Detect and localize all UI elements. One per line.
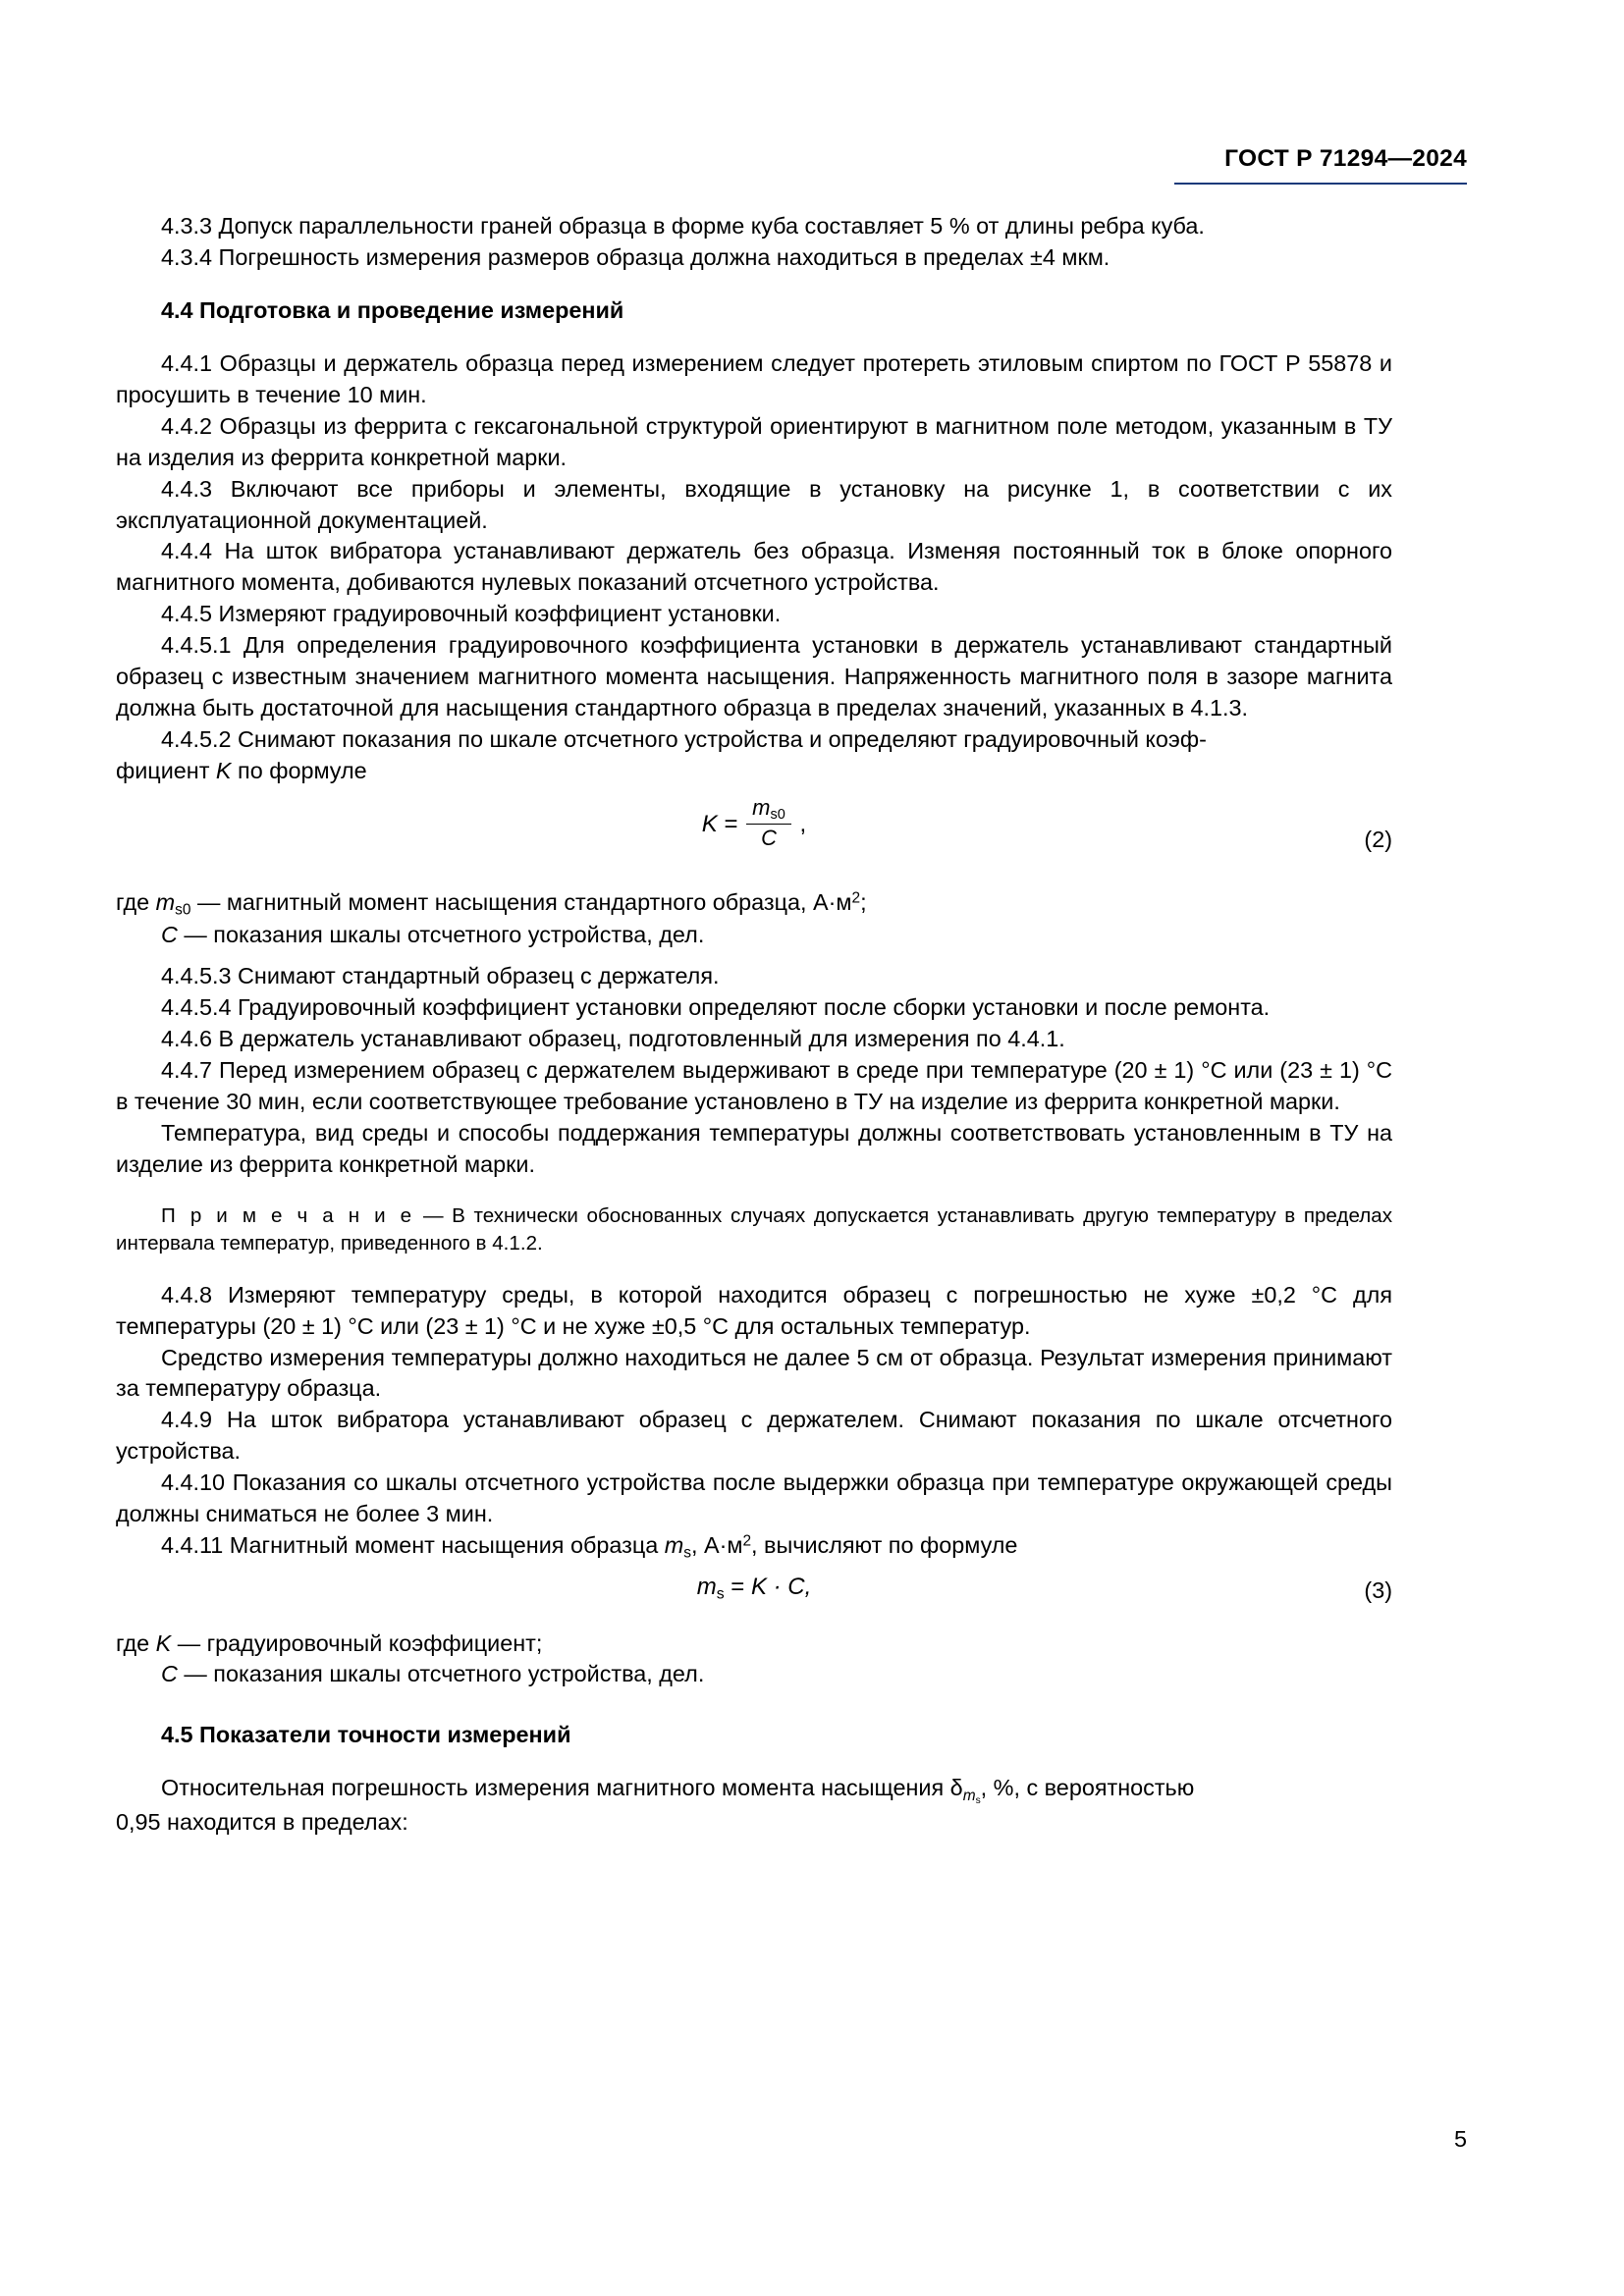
note-block — [116, 1202, 1392, 1258]
formula-2 — [116, 794, 1392, 853]
symbol-K: K — [215, 758, 232, 783]
formula-3-block — [116, 1574, 1392, 1629]
paragraph-4-4-5-1: 4.4.5.1 Для определения градуировочного коэффициента установки в держатель устанавливают стандартный образец с известным значением магнитного момента насыщения. Напряженность магнитного поля в зазоре магнита должна быть достаточной для насыщения стандартного образца в пределах значений, указанных в 4.1.3. — [116, 632, 1392, 721]
formula-3 — [116, 1574, 1392, 1603]
symbol-m: m — [664, 1532, 684, 1559]
spacer — [116, 1258, 1392, 1280]
symbol-m: m — [962, 1787, 976, 1804]
formula-2-block — [116, 794, 1392, 887]
paragraph-4-4-3: 4.4.3 Включают все приборы и элементы, входящие в установку на рисунке 1, в соответствии с их эксплуатационной документацией. — [116, 475, 1392, 533]
formula-2-fraction — [746, 795, 791, 851]
paragraph-4-4-5-2 — [116, 724, 1392, 756]
paragraph-4-3-3: 4.3.3 Допуск параллельности граней образца в форме куба составляет 5 % от длины ребра куба. — [161, 213, 1205, 239]
spacer — [116, 1564, 1392, 1574]
text-fragment: , %, с вероятностью — [980, 1775, 1195, 1801]
symbol-C: C — [761, 826, 777, 850]
symbol-C: C — [161, 922, 178, 948]
paragraph-4-5-cont: 0,95 находится в пределах: — [116, 1809, 408, 1836]
paragraph-4-4-5: 4.4.5 Измеряют градуировочный коэффициент установки. — [161, 601, 782, 627]
paragraph-4-4-5-3: 4.4.5.3 Снимают стандартный образец с держателя. — [161, 963, 720, 989]
spacer — [116, 327, 1392, 348]
text-fragment: — показания шкалы отсчетного устройства, дел. — [177, 1661, 705, 1687]
symbol-K: K — [155, 1629, 172, 1656]
where-clause-2-line-1 — [116, 887, 1392, 920]
formula-2-number: (2) — [1364, 826, 1392, 852]
paragraph-4-4-10: 4.4.10 Показания со шкалы отсчетного устройства после выдержки образца при температуре окружающей среды должны сниматься не более 3 мин. — [116, 1469, 1392, 1527]
symbol-m-subscript: s0 — [770, 807, 785, 823]
formula-2-numerator — [746, 795, 791, 825]
formula-3-lhs: m — [696, 1573, 717, 1600]
superscript-2: 2 — [851, 889, 861, 907]
text-fragment: фициент — [116, 758, 216, 783]
paragraph-4-3-4: 4.3.4 Погрешность измерения размеров образца должна находиться в пределах ±4 мкм. — [161, 243, 1110, 270]
superscript-2: 2 — [742, 1532, 752, 1550]
paragraph-4-4-7b: Температура, вид среды и способы поддержания температуры должны соответствовать установленным в ТУ на изделие из феррита конкретной марки. — [116, 1119, 1392, 1177]
formula-3-equals: = — [731, 1573, 745, 1600]
paragraph-4-4-5-2-cont — [116, 756, 1392, 787]
text-fragment: 4.4.11 Магнитный момент насыщения образца — [161, 1532, 665, 1559]
where-clause-3-line-1 — [116, 1629, 1392, 1660]
paragraph-4-4-9: 4.4.9 На шток вибратора устанавливают образец с держателем. Снимают показания по шкале отсчетного устройства. — [116, 1407, 1392, 1465]
where-clause-2-line-2 — [116, 920, 1392, 951]
page-header-standard-id: ГОСТ Р 71294—2024 — [1224, 145, 1467, 172]
symbol-m-subscript: s0 — [175, 901, 191, 919]
paragraph-4-4-6: 4.4.6 В держатель устанавливают образец, подготовленный для измерения по 4.4.1. — [161, 1026, 1065, 1052]
formula-3-rhs: K · C, — [750, 1573, 812, 1600]
page-number: 5 — [1453, 2126, 1467, 2152]
paragraph-4-5 — [116, 1773, 1392, 1807]
spacer — [116, 1181, 1392, 1202]
paragraph-4-4-8b: Средство измерения температуры должно находиться не далее 5 см от образца. Результат измерения принимают за температуру образца. — [116, 1344, 1392, 1402]
paragraph-4-4-1: 4.4.1 Образцы и держатель образца перед измерением следует протереть этиловым спиртом по ГОСТ Р 55878 и просушить в течение 10 мин. — [116, 349, 1392, 407]
note-text: — В технически обоснованных случаях допускается устанавливать другую температуру в пределах интервала температур, приведенного в 4.1.2. — [116, 1203, 1392, 1255]
paragraph-4-4-4: 4.4.4 На шток вибратора устанавливают держатель без образца. Изменяя постоянный ток в блоке опорного магнитного момента, добиваются нулевых показаний отсчетного устройства. — [116, 538, 1392, 596]
symbol-delta: δ — [949, 1775, 963, 1801]
heading-4-5: 4.5 Показатели точности измерений — [161, 1722, 571, 1748]
paragraph-4-4-7: 4.4.7 Перед измерением образец с держателем выдерживают в среде при температуре (20 ± 1) °C или (23 ± 1) °C в течение 30 мин, если соответствующее требование установлено в ТУ на изделие из феррита конкретной марки. — [116, 1057, 1392, 1114]
symbol-m: m — [155, 888, 176, 915]
text-fragment: где — [116, 1629, 156, 1656]
text-fragment: ; — [860, 888, 867, 915]
paragraph-4-4-2: 4.4.2 Образцы из феррита с гексагональной структурой ориентируют в магнитном поле методом, указанным в ТУ на изделия из феррита конкретной марки. — [116, 412, 1392, 470]
formula-2-lhs: K — [701, 810, 718, 837]
spacer — [116, 951, 1392, 961]
text-fragment: , вычисляют по формуле — [751, 1532, 1018, 1559]
formula-2-equals: = — [724, 810, 738, 837]
text-fragment: — магнитный момент насыщения стандартного образца, А·м — [190, 888, 852, 915]
heading-4-4: 4.4 Подготовка и проведение измерений — [161, 296, 624, 323]
symbol-m-subscript: s — [683, 1544, 691, 1562]
text-fragment: — показания шкалы отсчетного устройства, дел. — [177, 922, 705, 948]
spacer — [116, 1690, 1392, 1720]
text-fragment: по формуле — [231, 758, 367, 783]
header-divider — [1174, 183, 1467, 185]
paragraph-4-4-8: 4.4.8 Измеряют температуру среды, в которой находится образец с погрешностью не хуже ±0,2 °C для температуры (20 ± 1) °C или (23 ± 1) °C и не хуже ±0,5 °C для остальных температур. — [116, 1281, 1392, 1339]
symbol-C: C — [161, 1661, 178, 1687]
document-body — [116, 211, 1392, 1839]
spacer — [116, 1751, 1392, 1773]
text-fragment: — градуировочный коэффициент; — [171, 1629, 543, 1656]
symbol-m: m — [752, 794, 771, 820]
formula-3-number: (3) — [1364, 1576, 1392, 1603]
text-fragment: , А·м — [690, 1532, 743, 1559]
spacer — [116, 274, 1392, 295]
text-fragment: где — [116, 888, 156, 915]
paragraph-4-4-5-4: 4.4.5.4 Градуировочный коэффициент установки определяют после сборки установки и после ремонта. — [161, 994, 1271, 1021]
text-fragment: Относительная погрешность измерения магнитного момента насыщения — [161, 1775, 950, 1801]
where-clause-3-line-2 — [116, 1659, 1392, 1690]
paragraph-4-4-11 — [116, 1530, 1392, 1563]
formula-2-comma: , — [799, 810, 807, 837]
paragraph-4-4-5-2-line1: 4.4.5.2 Снимают показания по шкале отсчетного устройства и определяют градуировочный коэф- — [161, 726, 1207, 753]
formula-3-lhs-subscript: s — [716, 1584, 725, 1602]
symbol-s: s — [975, 1794, 981, 1806]
formula-2-denominator — [746, 825, 791, 851]
symbol-delta-subscript — [963, 1788, 981, 1804]
note-label: П р и м е ч а н и е — [161, 1203, 415, 1227]
